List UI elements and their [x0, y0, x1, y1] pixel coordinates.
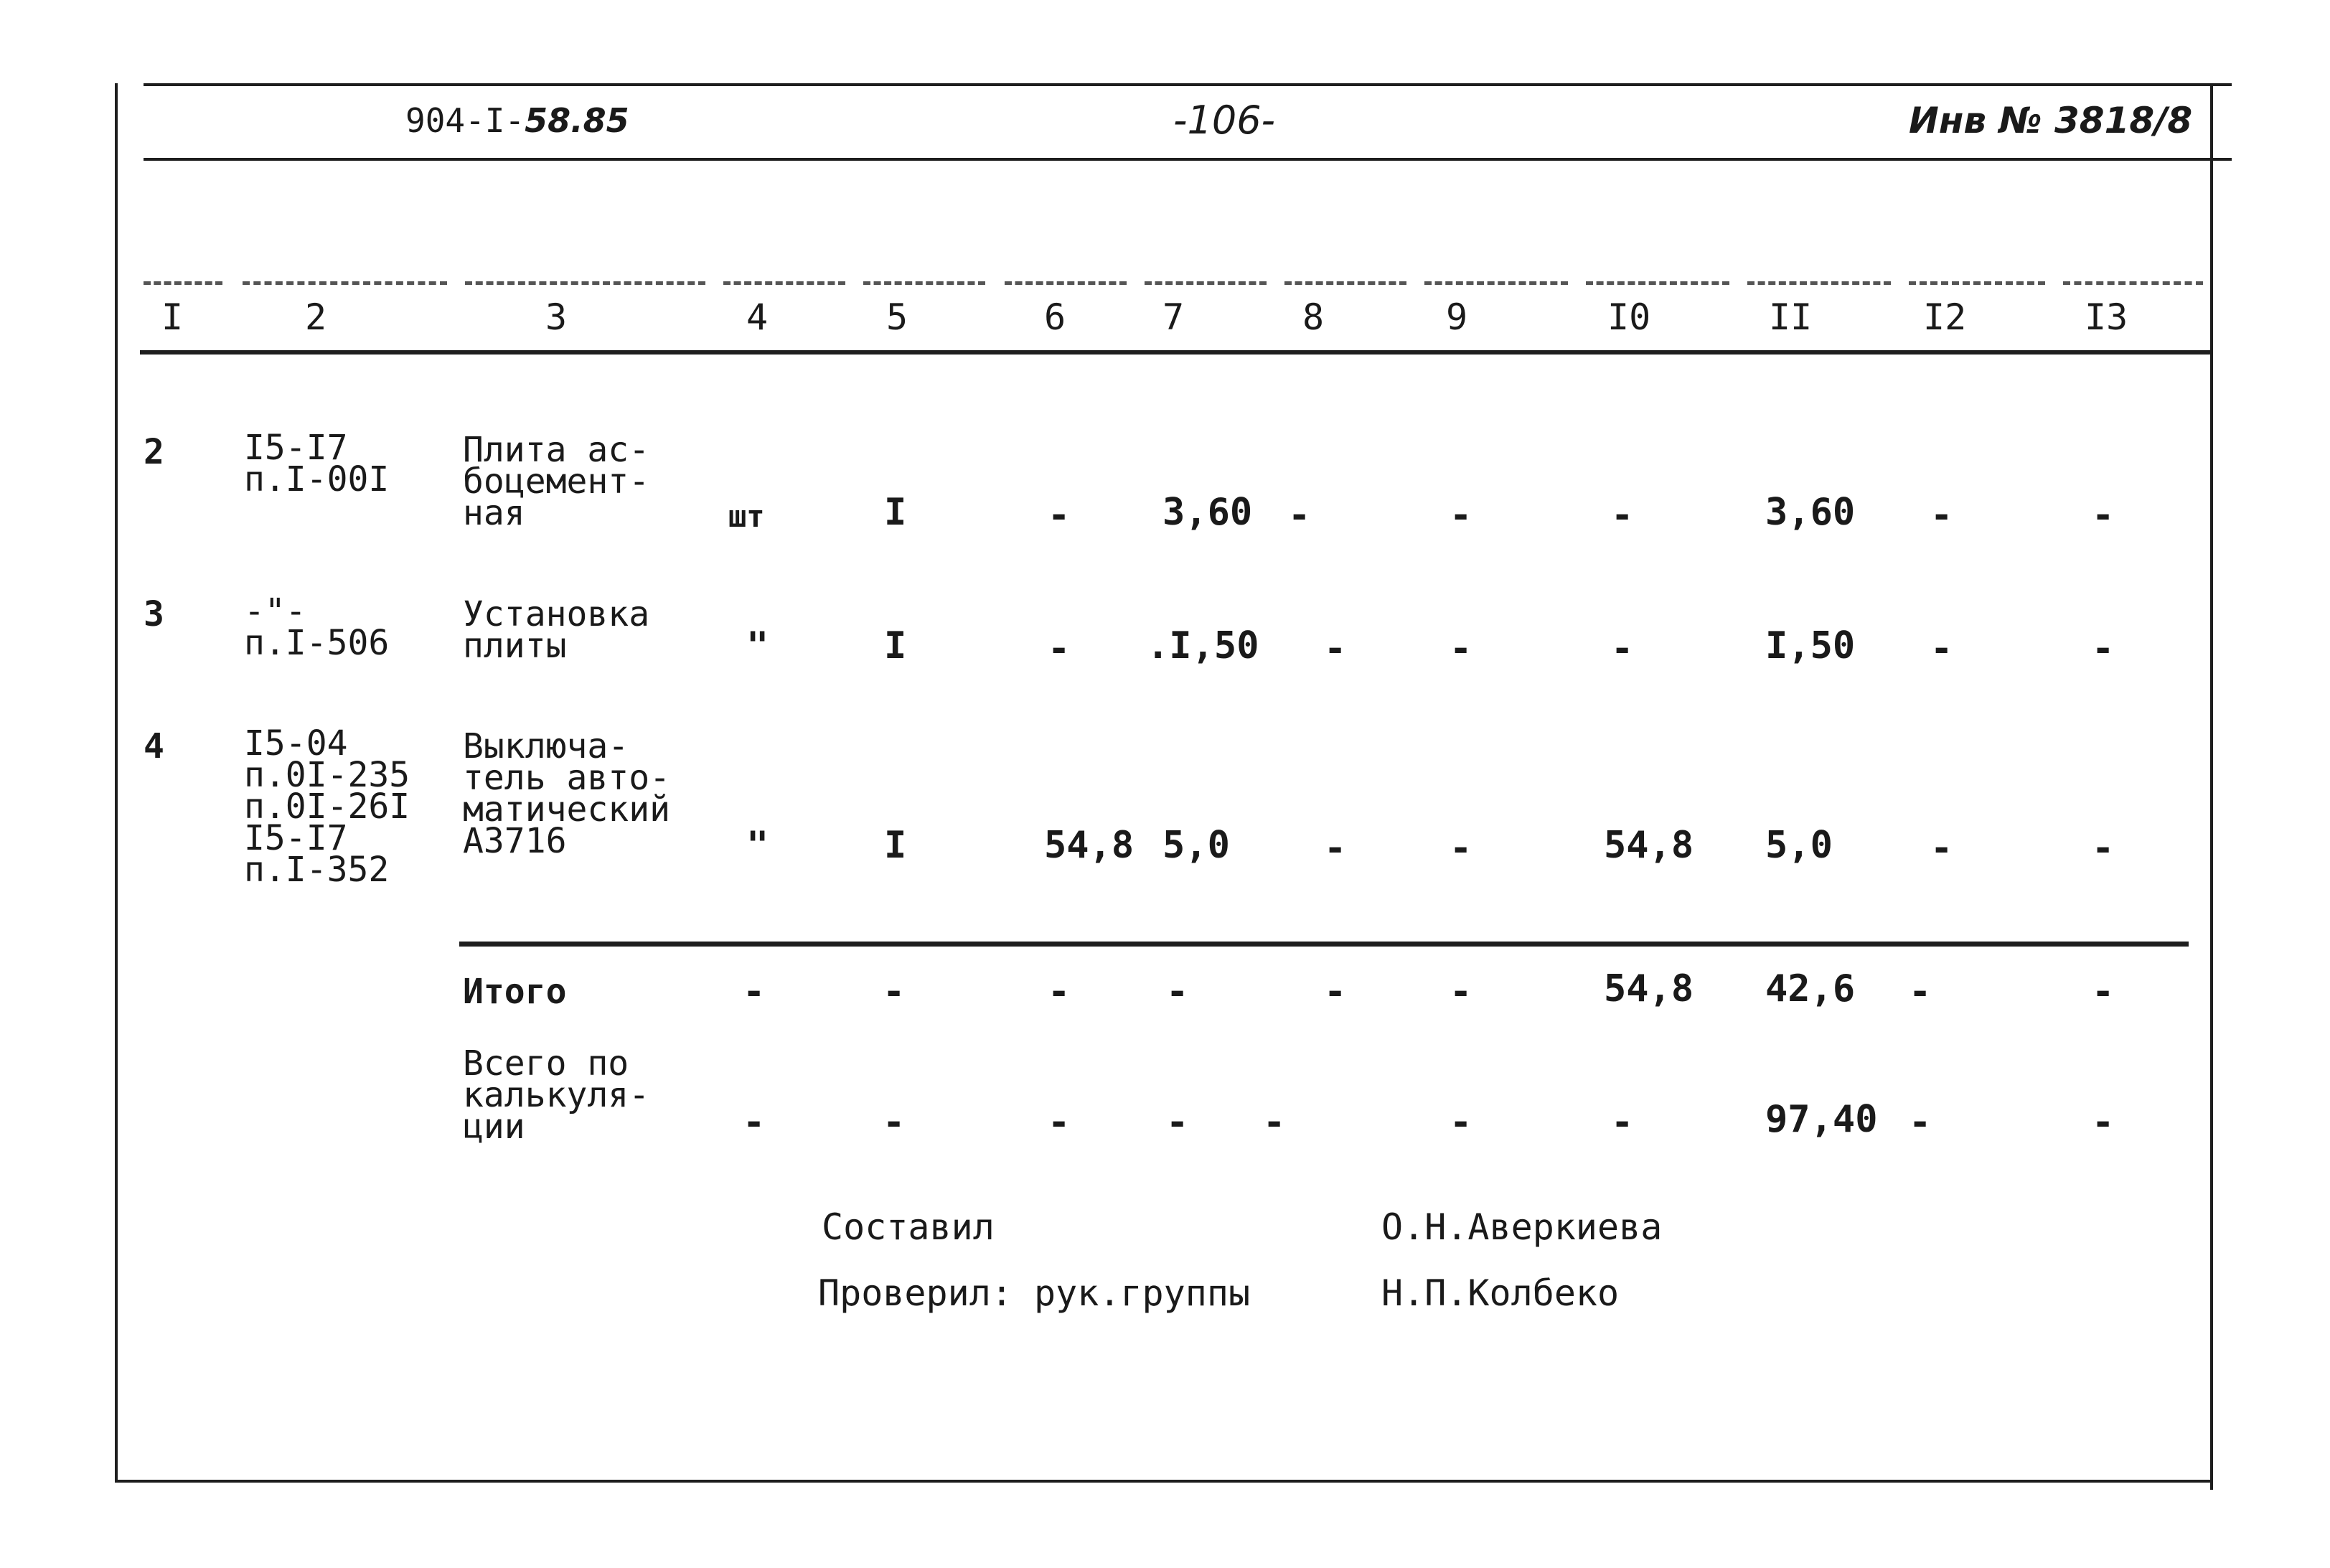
- column-dash: [1909, 281, 2045, 285]
- row-number: 2: [144, 432, 164, 472]
- page-number: -106-: [1173, 98, 1276, 143]
- checked-by-label: Проверил: рук.группы: [818, 1272, 1251, 1314]
- row-number: 4: [144, 726, 164, 766]
- row-c12: -: [1930, 494, 1953, 537]
- row-c6: -: [1048, 627, 1071, 670]
- column-dash: [1586, 281, 1729, 285]
- total-c8: -: [1324, 970, 1347, 1013]
- grand-total-c5: -: [883, 1101, 906, 1144]
- row-code: -"- п.I-506: [244, 591, 390, 663]
- row-unit: шт: [728, 499, 765, 534]
- document-number: [405, 99, 629, 142]
- total-c13: -: [2092, 970, 2115, 1013]
- row-c13: -: [2092, 627, 2115, 670]
- row-number: 3: [144, 594, 164, 634]
- checked-by-name: Н.П.Колбеко: [1381, 1272, 1620, 1314]
- column-number: 2: [305, 296, 327, 338]
- frame-right-border: [2210, 83, 2213, 1490]
- row-c10: 54,8: [1604, 824, 1694, 867]
- row-c13: -: [2092, 827, 2115, 870]
- column-number: II: [1769, 296, 1813, 338]
- row-c7: .I,50: [1147, 624, 1259, 667]
- column-number: 9: [1446, 296, 1468, 338]
- header-rule: [140, 350, 2210, 355]
- frame-left-border: [115, 83, 118, 1483]
- column-number: I0: [1607, 296, 1651, 338]
- column-number: 8: [1302, 296, 1325, 338]
- total-c12: -: [1909, 970, 1932, 1013]
- grand-total-label: Всего по калькуля- ции: [463, 1043, 650, 1147]
- total-c6: -: [1048, 970, 1071, 1013]
- column-number: 5: [886, 296, 908, 338]
- grand-total-c12: -: [1909, 1101, 1932, 1144]
- compiled-by-label: Составил: [822, 1206, 995, 1248]
- column-dash: [1747, 281, 1891, 285]
- row-c10: -: [1611, 494, 1634, 537]
- row-c12: -: [1930, 827, 1953, 870]
- column-number: I: [161, 296, 184, 338]
- row-c9: -: [1450, 827, 1472, 870]
- column-dash: [1145, 281, 1267, 285]
- column-dash: [465, 281, 705, 285]
- row-name: Плита ас- боцемент- ная: [463, 430, 650, 533]
- row-c10: -: [1611, 627, 1634, 670]
- column-number: 7: [1162, 296, 1185, 338]
- row-c8: -: [1324, 627, 1347, 670]
- row-unit: ": [746, 824, 769, 867]
- row-name: Выключа- тель авто- матический А3716: [463, 726, 670, 861]
- total-label: Итого: [463, 972, 567, 1012]
- total-c5: -: [883, 970, 906, 1013]
- row-c6: 54,8: [1044, 824, 1135, 867]
- document-number-printed: 904-I-: [405, 101, 525, 140]
- total-c4: -: [743, 970, 766, 1013]
- row-c13: -: [2092, 494, 2115, 537]
- row-quantity: I: [884, 624, 907, 667]
- column-dash: [1284, 281, 1406, 285]
- row-c7: 5,0: [1162, 824, 1230, 867]
- total-c11: 42,6: [1765, 967, 1856, 1010]
- row-c6: -: [1048, 494, 1071, 537]
- column-dash: [243, 281, 447, 285]
- column-dash: [723, 281, 845, 285]
- grand-total-c8: -: [1263, 1101, 1286, 1144]
- column-dash: [1424, 281, 1568, 285]
- document-number-handwritten: 58.85: [525, 101, 629, 140]
- row-name: Установка плиты: [463, 594, 650, 666]
- row-c12: -: [1930, 627, 1953, 670]
- row-c11: 5,0: [1765, 824, 1833, 867]
- column-number: 3: [545, 296, 568, 338]
- compiled-by-name: О.Н.Аверкиева: [1381, 1206, 1663, 1248]
- row-c9: -: [1450, 627, 1472, 670]
- grand-total-c13: -: [2092, 1101, 2115, 1144]
- row-quantity: I: [884, 824, 907, 867]
- frame-bottom-border: [115, 1480, 2213, 1483]
- row-c11: 3,60: [1765, 491, 1856, 534]
- column-number: 4: [746, 296, 769, 338]
- grand-total-c10: -: [1611, 1101, 1634, 1144]
- column-dash: [1005, 281, 1127, 285]
- row-c11: I,50: [1765, 624, 1856, 667]
- row-c7: 3,60: [1162, 491, 1253, 534]
- frame-top-border: [144, 83, 2232, 86]
- inventory-number: Инв № 3818/8: [1909, 100, 2193, 141]
- row-c9: -: [1450, 494, 1472, 537]
- header-divider: [144, 158, 2232, 161]
- total-c7: -: [1166, 970, 1189, 1013]
- row-c8: -: [1324, 827, 1347, 870]
- column-number: I3: [2085, 296, 2128, 338]
- total-c9: -: [1450, 970, 1472, 1013]
- row-c8: -: [1288, 494, 1311, 537]
- column-dash: [144, 281, 222, 285]
- column-dash: [863, 281, 985, 285]
- row-quantity: I: [884, 491, 907, 534]
- grand-total-c7: -: [1166, 1101, 1189, 1144]
- row-code: I5-I7 п.I-00I: [244, 428, 390, 499]
- grand-total-c4: -: [743, 1101, 766, 1144]
- column-number: 6: [1044, 296, 1066, 338]
- total-c10: 54,8: [1604, 967, 1694, 1010]
- grand-total-c6: -: [1048, 1101, 1071, 1144]
- totals-rule: [459, 942, 2189, 947]
- grand-total-c11: 97,40: [1765, 1098, 1878, 1141]
- column-number: I2: [1923, 296, 1967, 338]
- row-unit: ": [746, 624, 769, 667]
- column-dash: [2063, 281, 2203, 285]
- row-code: I5-04 п.0I-235 п.0I-26I I5-I7 п.I-352: [244, 723, 410, 890]
- grand-total-c9: -: [1450, 1101, 1472, 1144]
